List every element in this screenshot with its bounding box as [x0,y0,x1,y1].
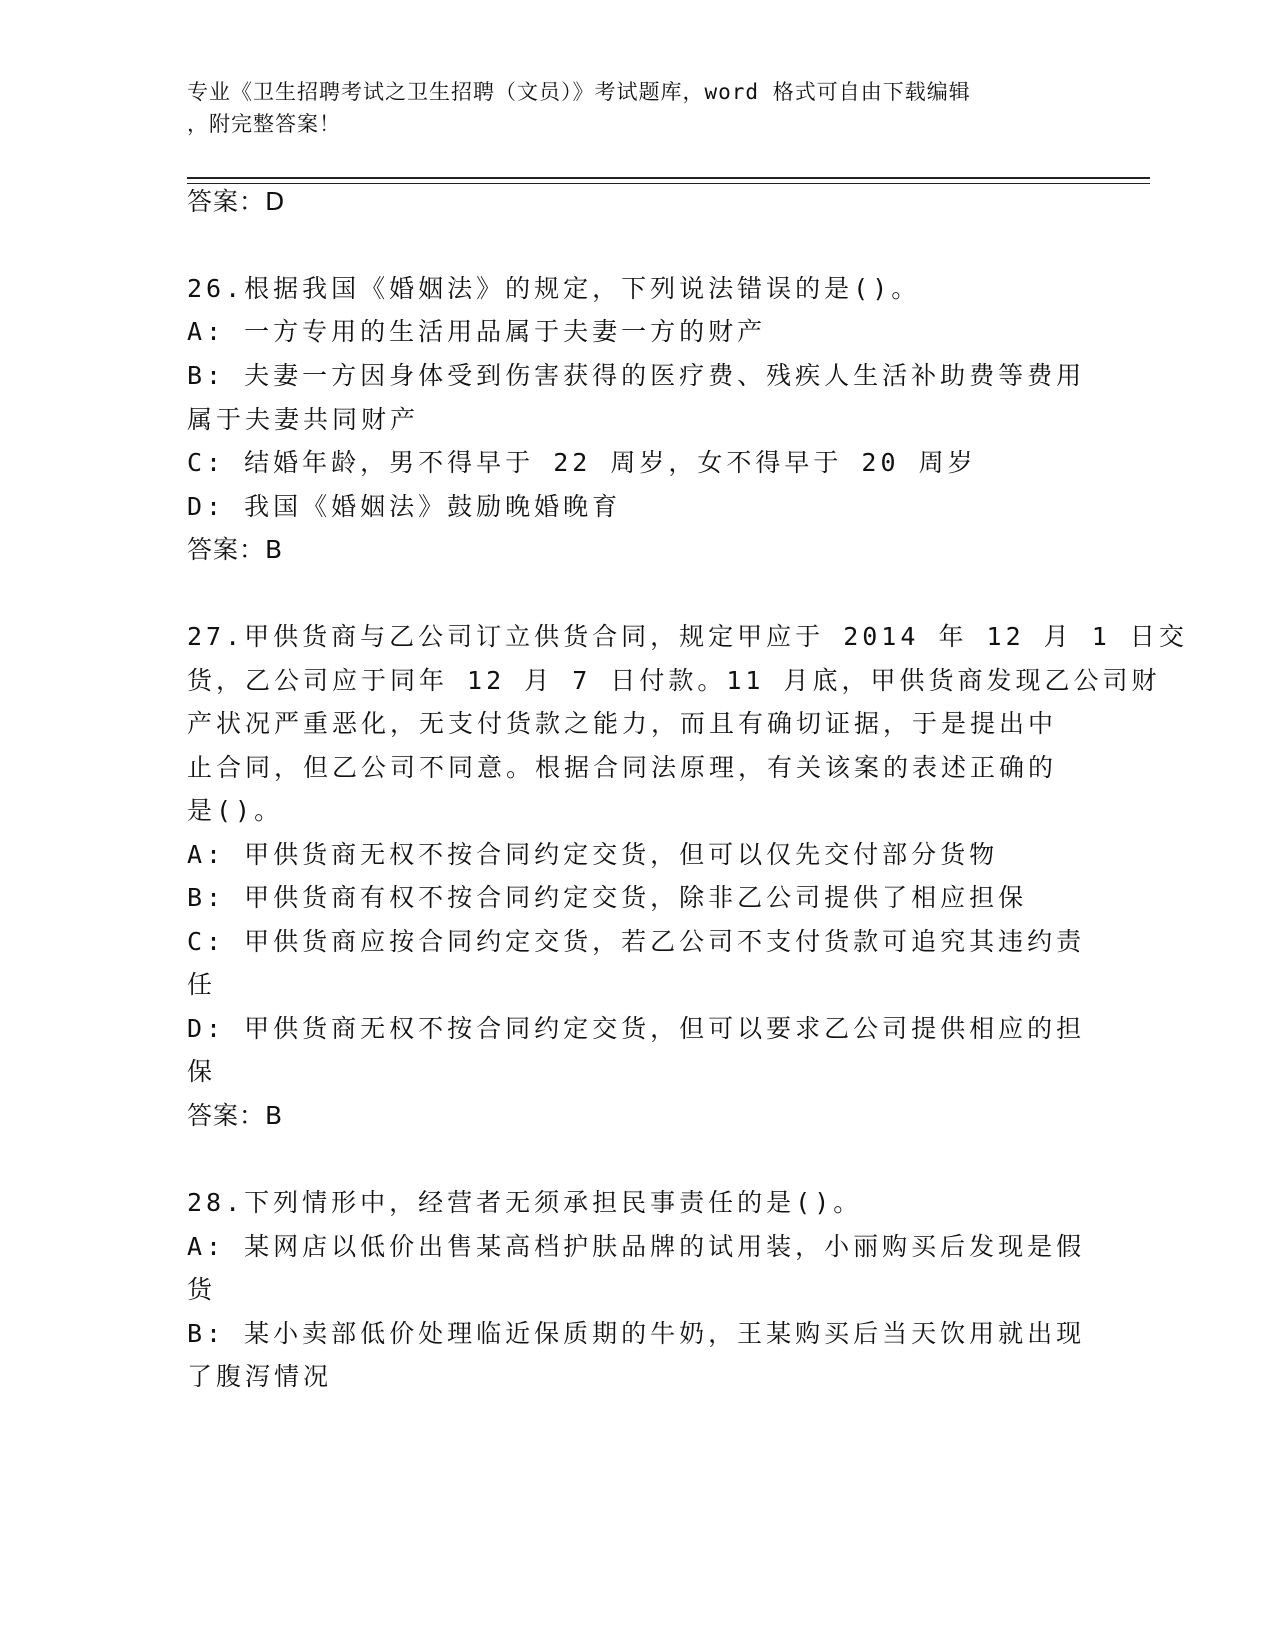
q27-answer: 答案：B [187,1101,284,1130]
document-header [187,76,1087,140]
header-divider-thick [187,177,1150,179]
q28-option-a-line-1: A: 某网店以低价出售某高档护肤品牌的试用装，小丽购买后发现是假 [187,1232,1086,1261]
q26-option-b-line-1: B: 夫妻一方因身体受到伤害获得的医疗费、残疾人生活补助费等费用 [187,361,1086,390]
q27-question-line-1: 27.甲供货商与乙公司订立供货合同，规定甲应于 2014 年 12 月 1 日交 [187,622,1188,651]
q27-question-line-3: 产状况严重恶化，无支付货款之能力，而且有确切证据，于是提出中 [187,709,1058,738]
q26-answer: 答案：B [187,535,284,564]
header-divider-thin [187,183,1150,184]
q26-option-b-line-2: 属于夫妻共同财产 [187,405,420,434]
q26-question: 26.根据我国《婚姻法》的规定，下列说法错误的是()。 [187,274,921,303]
q26-option-a: A: 一方专用的生活用品属于夫妻一方的财产 [187,317,767,346]
header-line-1: 专业《卫生招聘考试之卫生招聘（文员）》考试题库，word 格式可自由下载编辑 [187,80,971,104]
q28-option-b-line-1: B: 某小卖部低价处理临近保质期的牛奶，王某购买后当天饮用就出现 [187,1319,1086,1348]
q28-option-a-line-2: 货 [187,1275,217,1304]
q26-option-d: D: 我国《婚姻法》鼓励晚婚晚育 [187,492,622,521]
q27-option-d-line-1: D: 甲供货商无权不按合同约定交货，但可以要求乙公司提供相应的担 [187,1014,1086,1043]
header-line-2: ，附完整答案！ [187,112,341,136]
q27-option-a: A: 甲供货商无权不按合同约定交货，但可以仅先交付部分货物 [187,840,999,869]
q27-question-line-2: 货，乙公司应于同年 12 月 7 日付款。11 月底，甲供货商发现乙公司财 [187,666,1161,695]
q27-question-line-5: 是()。 [187,796,284,825]
q26-option-c: C: 结婚年龄，男不得早于 22 周岁，女不得早于 20 周岁 [187,448,977,477]
q28-question: 28.下列情形中，经营者无须承担民事责任的是()。 [187,1188,863,1217]
q27-option-d-line-2: 保 [187,1057,217,1086]
q27-option-c-line-2: 任 [187,970,217,999]
previous-answer: 答案：D [187,187,286,216]
q27-option-b: B: 甲供货商有权不按合同约定交货，除非乙公司提供了相应担保 [187,883,1028,912]
q27-option-c-line-1: C: 甲供货商应按合同约定交货，若乙公司不支付货款可追究其违约责 [187,927,1086,956]
q27-question-line-4: 止合同，但乙公司不同意。根据合同法原理，有关该案的表述正确的 [187,753,1058,782]
q28-option-b-line-2: 了腹泻情况 [187,1362,333,1391]
